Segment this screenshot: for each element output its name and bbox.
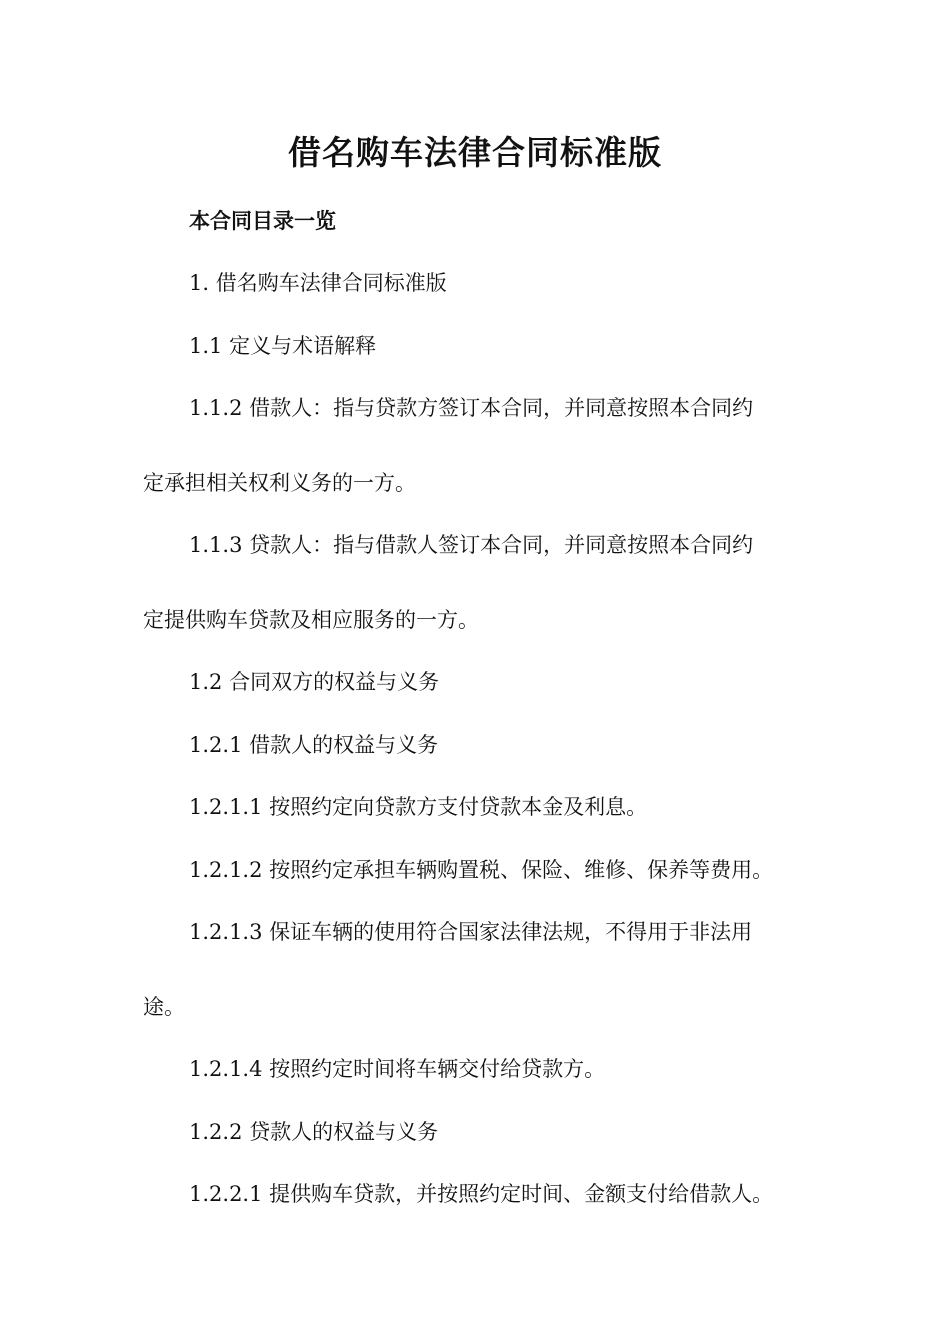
toc-line-1-2-1-4: 1.2.1.4 按照约定时间将车辆交付给贷款方。 [189, 1057, 606, 1081]
toc-heading: 本合同目录一览 [189, 209, 336, 233]
toc-line-1-1-2-cont: 定承担相关权利义务的一方。 [143, 471, 416, 495]
toc-line-1-2-1-3: 1.2.1.3 保证车辆的使用符合国家法律法规，不得用于非法用 [189, 920, 753, 944]
toc-line-1-2-1-3-cont: 途。 [143, 995, 185, 1019]
toc-line-1-1-2: 1.1.2 借款人：指与贷款方签订本合同，并同意按照本合同约 [189, 396, 754, 420]
toc-line-1-2-1-2: 1.2.1.2 按照约定承担车辆购置税、保险、维修、保养等费用。 [189, 858, 774, 882]
toc-line-1-2-1-1: 1.2.1.1 按照约定向贷款方支付贷款本金及利息。 [189, 795, 648, 819]
toc-line-1-1: 1.1 定义与术语解释 [189, 334, 377, 358]
toc-line-1-2-2-1: 1.2.2.1 提供购车贷款，并按照约定时间、金额支付给借款人。 [189, 1182, 774, 1206]
toc-line-1-2-2: 1.2.2 贷款人的权益与义务 [189, 1120, 439, 1144]
toc-line-1-1-3: 1.1.3 贷款人：指与借款人签订本合同，并同意按照本合同约 [189, 533, 754, 557]
toc-line-1-2: 1.2 合同双方的权益与义务 [189, 670, 440, 694]
toc-line-1: 1. 借名购车法律合同标准版 [189, 271, 447, 295]
document-title: 借名购车法律合同标准版 [288, 133, 662, 172]
toc-line-1-1-3-cont: 定提供购车贷款及相应服务的一方。 [143, 608, 479, 632]
toc-line-1-2-1: 1.2.1 借款人的权益与义务 [189, 733, 439, 757]
